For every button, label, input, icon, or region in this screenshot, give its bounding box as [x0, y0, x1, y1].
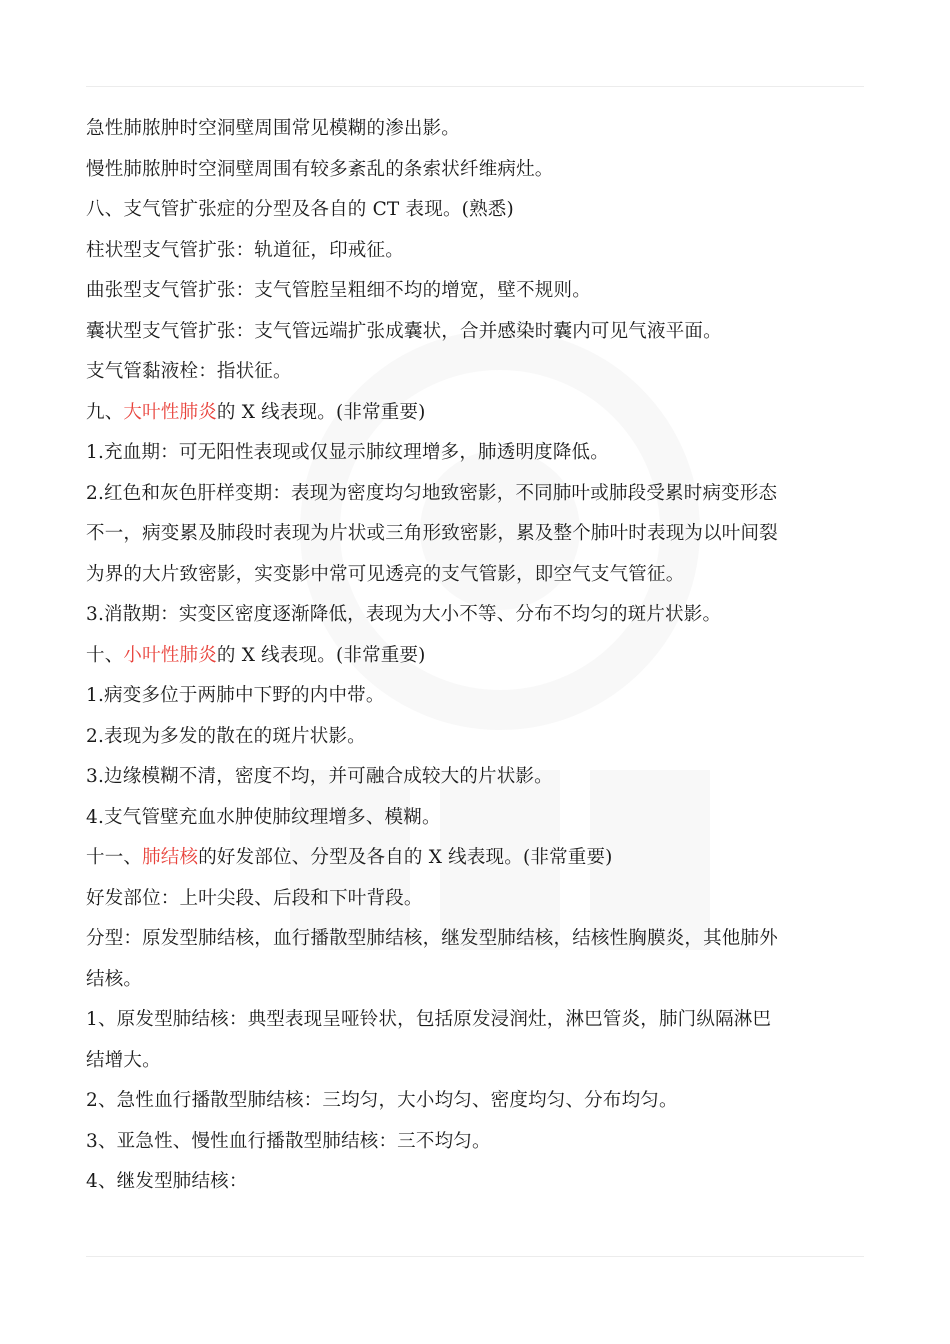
- text-line: 2.表现为多发的散在的斑片状影。: [86, 725, 366, 747]
- bottom-divider: [86, 1256, 864, 1257]
- section-heading-8: 八、支气管扩张症的分型及各自的 CT 表现。(熟悉): [86, 199, 514, 220]
- text-line: 曲张型支气管扩张：支气管腔呈粗细不均的增宽，壁不规则。: [86, 280, 591, 301]
- document-body: [86, 109, 856, 1203]
- text-line: 1.病变多位于两肺中下野的内中带。: [86, 685, 385, 706]
- text-line: 柱状型支气管扩张：轨道征，印戒征。: [86, 239, 404, 261]
- text-line: 分型：原发型肺结核，血行播散型肺结核，继发型肺结核，结核性胸膜炎，其他肺外: [86, 928, 778, 949]
- heading-prefix: 十一、: [86, 847, 143, 868]
- text-line: 结核。: [86, 968, 143, 990]
- text-line: 支气管黏液栓：指状征。: [86, 361, 292, 382]
- highlight-term: 大叶性肺炎: [123, 401, 217, 423]
- heading-prefix: 九、: [86, 401, 124, 423]
- text-line: 不一，病变累及肺段时表现为片状或三角形致密影，累及整个肺叶时表现为以叶间裂: [86, 523, 778, 544]
- text-line: 3.消散期：实变区密度逐渐降低，表现为大小不等、分布不均匀的斑片状影。: [86, 604, 722, 625]
- heading-suffix: 的 X 线表现。(非常重要): [216, 401, 426, 423]
- text-line: 1、原发型肺结核：典型表现呈哑铃状，包括原发浸润灶，淋巴管炎，肺门纵隔淋巴: [86, 1009, 772, 1030]
- highlight-term: 小叶性肺炎: [123, 644, 217, 666]
- text-line: 4.支气管壁充血水肿使肺纹理增多、模糊。: [86, 806, 441, 828]
- text-line: 为界的大片致密影，实变影中常可见透亮的支气管影，即空气支气管征。: [86, 563, 685, 585]
- section-heading-11: [86, 838, 856, 879]
- highlight-term: 肺结核: [142, 847, 199, 868]
- heading-prefix: 十、: [86, 644, 124, 666]
- text-line: 1.充血期：可无阳性表现或仅显示肺纹理增多，肺透明度降低。: [86, 442, 609, 463]
- text-line: 囊状型支气管扩张：支气管远端扩张成囊状，合并感染时囊内可见气液平面。: [86, 320, 722, 342]
- text-line: 2、急性血行播散型肺结核：三均匀，大小均匀、密度均匀、分布均匀。: [86, 1090, 678, 1111]
- heading-suffix: 的好发部位、分型及各自的 X 线表现。(非常重要): [198, 847, 613, 868]
- top-divider: [86, 86, 864, 87]
- text-line: 好发部位：上叶尖段、后段和下叶背段。: [86, 887, 423, 909]
- text-line: 结增大。: [86, 1049, 161, 1071]
- text-line: 4、继发型肺结核：: [86, 1171, 248, 1192]
- text-line: 3、亚急性、慢性血行播散型肺结核：三不均匀。: [86, 1130, 491, 1152]
- text-line: 急性肺脓肿时空洞壁周围常见模糊的渗出影。: [86, 118, 461, 139]
- section-heading-9: [86, 393, 856, 434]
- text-line: 慢性肺脓肿时空洞壁周围有较多紊乱的条索状纤维病灶。: [86, 158, 554, 180]
- heading-suffix: 的 X 线表现。(非常重要): [216, 644, 426, 666]
- section-heading-10: [86, 636, 856, 677]
- text-line: 2.红色和灰色肝样变期：表现为密度均匀地致密影，不同肺叶或肺段受累时病变形态: [86, 482, 778, 504]
- text-line: 3.边缘模糊不清，密度不均，并可融合成较大的片状影。: [86, 766, 553, 787]
